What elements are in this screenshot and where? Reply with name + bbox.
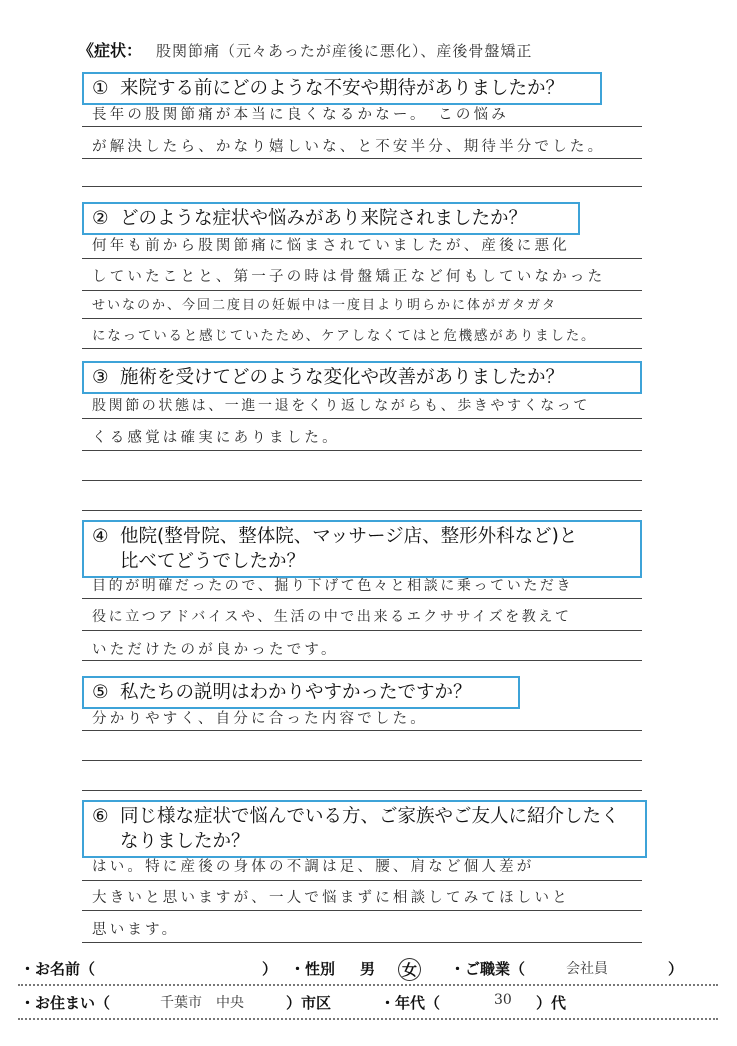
ruled-line [82,318,642,319]
question-text-line2: 比べてどうでしたか？ [120,551,306,572]
answer-line: いただけたのが良かったです。 [92,642,339,658]
address-label: ・お住まい（ [20,994,111,1012]
answer-line: 長年の股関節痛が本当に良くなるかなー。 この悩み [92,107,509,123]
answer-line: 役に立つアドバイスや、生活の中で出来るエクササイズを教えて [92,609,572,625]
ruled-line [82,942,642,943]
ruled-line [82,660,642,661]
question-text: 私たちの説明はわかりやすかったですか？ [120,682,472,703]
answer-line: 大きいと思いますが、一人で悩まずに相談してみてほしいと [92,890,570,906]
question-number: ⑤ [92,682,109,703]
ruled-line [82,730,642,731]
age-label: ・年代（ [380,994,441,1012]
answer-line: 目的が明確だったので、掘り下げて色々と相談に乗っていただき [92,578,574,594]
job-close: ） [668,960,684,978]
question-2 [82,202,580,235]
address-close: ）市区 [286,994,332,1012]
ruled-line [82,480,642,481]
ruled-line [82,450,642,451]
info-form-row-1 [18,958,718,982]
question-number: ③ [92,367,109,388]
symptom-label: 《症状： [78,41,143,60]
name-label: ・お名前（ [20,960,96,978]
ruled-line [82,290,642,291]
gender-female-circled: 女 [398,958,421,981]
answer-line: 股関節の状態は、一進一退をくり返しながらも、歩きやすくなって [92,398,590,414]
gender-label: ・性別 [290,960,336,978]
question-text-line2: なりましたか？ [120,831,250,852]
question-number: ② [92,208,109,229]
answer-line: していたことと、第一子の時は骨盤矯正など何もしていなかった [92,269,606,285]
ruled-line [82,348,642,349]
ruled-line [82,126,642,127]
question-4 [82,520,642,578]
ruled-line [82,598,642,599]
name-close: ） [262,960,278,978]
ruled-line [82,790,642,791]
age-close: ）代 [536,994,567,1012]
job-value: 会社員 [566,961,608,977]
ruled-line [82,760,642,761]
answer-line: になっていると感じていたため、ケアしなくてはと危機感がありました。 [92,328,597,344]
question-text: 来院する前にどのような不安や期待がありましたか？ [120,78,565,99]
answer-line: が解決したら、かなり嬉しいな、と不安半分、期待半分でした。 [92,139,606,155]
info-form-row-2 [18,992,718,1016]
question-6 [82,800,647,858]
symptom-header [78,38,678,64]
answer-line: 思います。 [92,922,180,938]
ruled-line [82,418,642,419]
ruled-line [82,630,642,631]
answer-line: 何年も前から股関節痛に悩まされていましたが、産後に悪化 [92,238,570,254]
answer-line: せいなのか、今回二度目の妊娠中は一度目より明らかに体がガタガタ [92,298,558,313]
ruled-line [82,910,642,911]
address-value: 千葉市 中央 [160,995,244,1011]
answer-line: 分かりやすく、自分に合った内容でした。 [92,711,429,727]
answer-line: はい。特に産後の身体の不調は足、腰、肩など個人差が [92,859,535,875]
job-label: ・ご職業（ [450,960,526,978]
gender-male: 男 [360,960,376,978]
answer-line: くる感覚は確実にありました。 [92,430,340,446]
age-value: 30 [494,992,512,1008]
symptom-value: 股関節痛（元々あったが産後に悪化）、産後骨盤矯正 [156,42,533,60]
question-3 [82,361,642,394]
question-text: 同じ様な症状で悩んでいる方、ご家族やご友人に紹介したく [120,806,620,827]
question-text: 施術を受けてどのような変化や改善がありましたか？ [120,367,565,388]
ruled-line [82,186,642,187]
ruled-line [82,880,642,881]
ruled-line [82,258,642,259]
dotted-line [18,1018,718,1020]
question-text: 他院(整骨院、整体院、マッサージ店、整形外科など)と [120,526,578,547]
ruled-line [82,510,642,511]
dotted-line [18,984,718,986]
question-text: どのような症状や悩みがあり来院されましたか？ [120,208,528,229]
question-number: ⑥ [92,806,109,827]
question-1 [82,72,602,105]
ruled-line [82,158,642,159]
question-number: ① [92,78,109,99]
question-number: ④ [92,526,109,547]
question-5 [82,676,520,709]
